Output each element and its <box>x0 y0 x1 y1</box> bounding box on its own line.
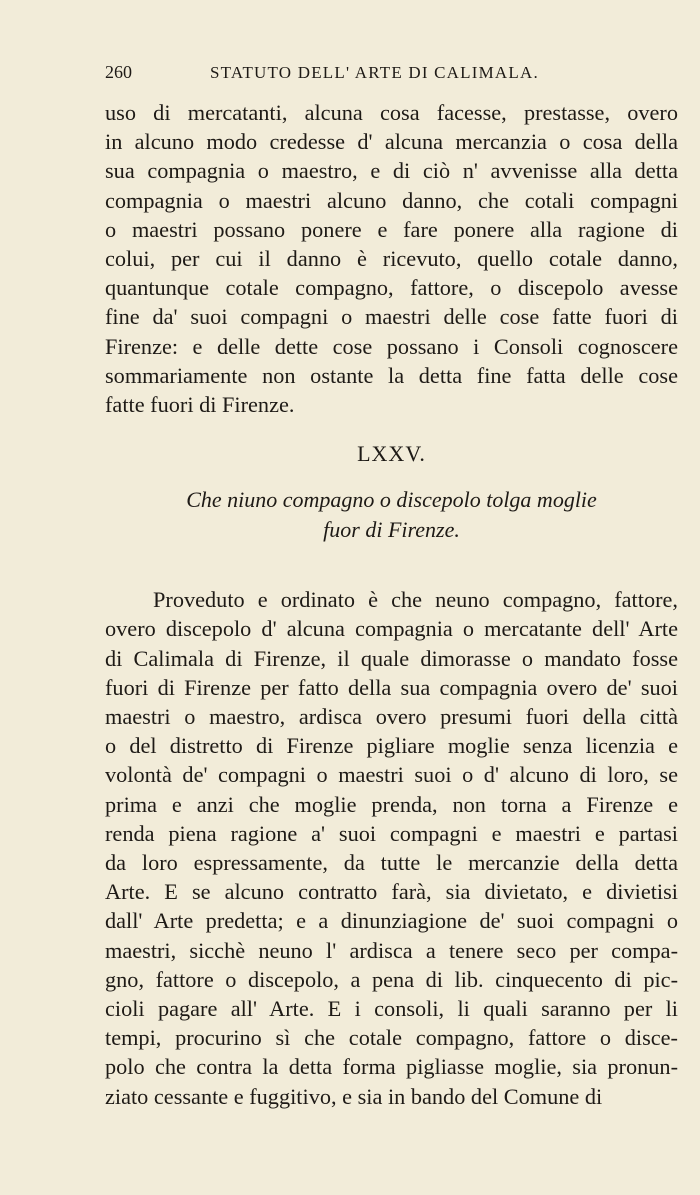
text-line: quantunque cotale compagno, fattore, o discepolo avesse <box>105 275 678 301</box>
text-line: maestri o maestro, ardisca overo presumi fuori della città <box>105 704 678 730</box>
chapter-title-line: fuor di Firenze. <box>323 517 460 543</box>
chapter-number: LXXV. <box>357 441 426 467</box>
text-line: tempi, procurino sì che cotale compagno, fattore o disce- <box>105 1025 678 1051</box>
text-line: maestri, sicchè neuno l' ardisca a tenere seco per compa- <box>105 937 678 963</box>
text-line: renda piena ragione a' suoi compagni e maestri e partasi <box>105 820 678 846</box>
text-line: di Calimala di Firenze, il quale dimorasse o mandato fosse <box>105 645 678 671</box>
text-line: gno, fattore o discepolo, a pena di lib. cinquecento di pic- <box>105 966 678 992</box>
text-line: ziato cessante e fuggitivo, e sia in bando del Comune di <box>105 1083 603 1109</box>
chapter-title <box>105 485 678 545</box>
text-line: fatte fuori di Firenze. <box>105 392 295 418</box>
text-line: o del distretto di Firenze pigliare moglie senza licenzia e <box>105 733 678 759</box>
text-line: prima e anzi che moglie prenda, non torna a Firenze e <box>105 791 678 817</box>
text-line: Arte. E se alcuno contratto farà, sia divietato, e divietisi <box>105 879 678 905</box>
text-line: Firenze: e delle dette cose possano i Consoli cognoscere <box>105 333 678 359</box>
paragraph-chapter-75 <box>105 585 678 1111</box>
text-line: fine da' suoi compagni o maestri delle cose fatte fuori di <box>105 304 678 330</box>
text-line: cioli pagare all' Arte. E i consoli, li quali saranno per li <box>105 996 678 1022</box>
book-page <box>105 62 678 1111</box>
text-line: fuori di Firenze per fatto della sua compagnia overo de' suoi <box>105 674 678 700</box>
text-line: sommariamente non ostante la detta fine fatta delle cose <box>105 362 678 388</box>
paragraph-continued <box>105 98 678 419</box>
text-line: colui, per cui il danno è ricevuto, quello cotale danno, <box>105 246 678 272</box>
text-line: compagnia o maestri alcuno danno, che cotali compagni <box>105 187 678 213</box>
text-line: uso di mercatanti, alcuna cosa facesse, prestasse, overo <box>105 100 678 125</box>
text-line: overo discepolo d' alcuna compagnia o mercatante dell' Arte <box>105 616 678 642</box>
text-line: dall' Arte predetta; e a dinunziagione de' suoi compagni o <box>105 908 678 934</box>
running-title: STATUTO DELL' ARTE DI CALIMALA. <box>210 63 539 82</box>
text-line: polo che contra la detta forma pigliasse moglie, sia pronun- <box>105 1054 678 1080</box>
running-header <box>105 62 678 98</box>
text-line: in alcuno modo credesse d' alcuna mercanzia o cosa della <box>105 129 678 155</box>
text-line: o maestri possano ponere e fare ponere alla ragione di <box>105 216 678 242</box>
text-line: da loro espressamente, da tutte le mercanzie della detta <box>105 850 678 876</box>
text-line: volontà de' compagni o maestri suoi o d' alcuno di loro, se <box>105 762 678 788</box>
page-number: 260 <box>105 62 132 82</box>
text-line: Proveduto e ordinato è che neuno compagno, fattore, <box>153 587 678 613</box>
chapter-title-line: Che niuno compagno o discepolo tolga moglie <box>186 487 597 513</box>
text-line: sua compagnia o maestro, e di ciò n' avvenisse alla detta <box>105 158 678 184</box>
